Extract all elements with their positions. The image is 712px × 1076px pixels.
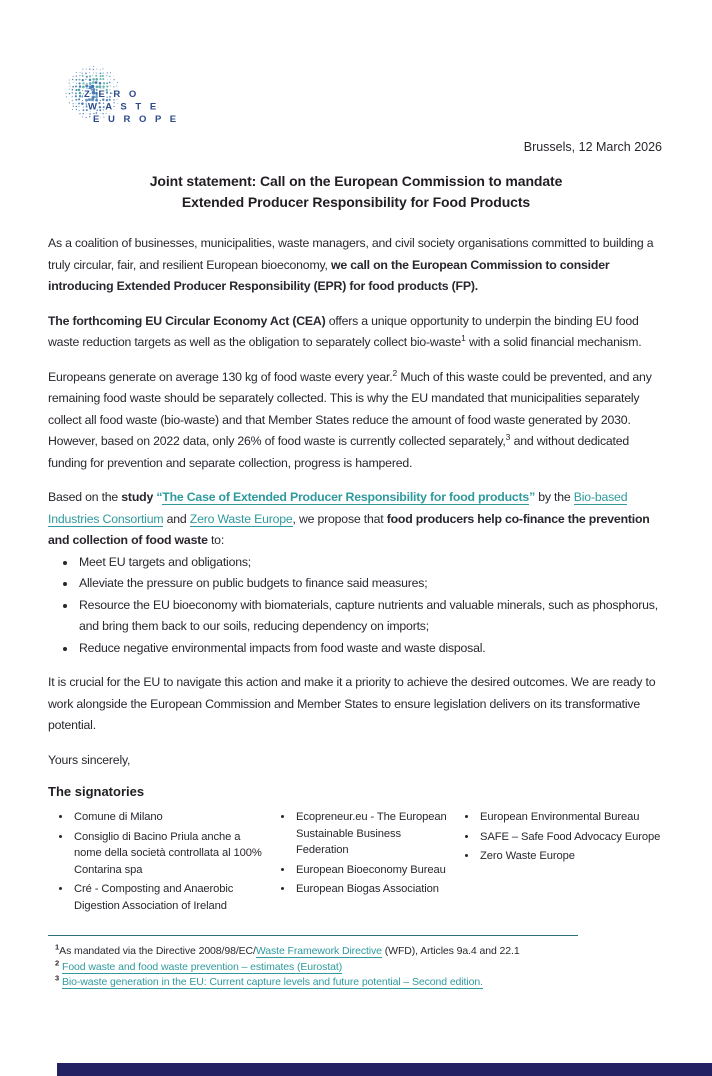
list-item: • Resource the EU bioeconomy with biomaterials, capture nutrients and valuable minerals, such as phosphorus, and bring them back to our soils, reducing dependency on imports; [77,595,664,638]
footnote-separator-rule [48,935,578,936]
text-segment: ” [529,490,536,504]
text-segment: to: [207,533,225,547]
text-link[interactable]: Bio-based Industries Consortium [48,490,628,526]
paragraph-coalition [48,233,664,298]
paragraph-cea [48,311,664,354]
footnote-ref: 3 [505,431,511,442]
logo-text-waste: W A S T E [88,101,160,113]
footnote-ref: 2 [55,958,60,967]
title-line-1: Joint statement: Call on the European Commission to mandate [149,173,563,189]
date-line: Brussels, 12 March 2026 [523,140,662,154]
paragraph-food-waste-stats [48,367,664,475]
footnote-ref: 3 [55,973,60,983]
text-segment: offers a unique opportunity to underpin the binding EU food waste reduction targets as well as the obligation to separately collect bio-waste [48,313,639,349]
text-segment: by the [535,490,574,504]
list-item: • Reduce negative environmental impacts from food waste and waste disposal. [77,638,664,660]
footnote-ref: 1 [461,332,466,343]
footnote-3 [55,975,664,991]
list-item: • Meet EU targets and obligations; [77,552,664,574]
text-segment: and without dedicated funding for prevention and separate collection, progress is hampered. [48,434,630,470]
footnote-2 [55,960,664,976]
text-segment: Europeans generate on average 130 kg of food waste every year. [48,369,393,384]
logo-dots-graphic [62,64,232,128]
text-link[interactable]: Food waste and food waste prevention – estimates (Eurostat) [62,960,343,973]
document-page [0,64,712,991]
list-item: • SAFE – Safe Food Advocacy Europe [478,829,664,846]
text-segment: Based on the [48,490,122,504]
footnote-ref: 2 [392,367,398,378]
text-segment: The forthcoming EU Circular Economy Act (CEA) [48,313,326,328]
logo-text-europe: E U R O P E [93,114,180,125]
signatories-columns [48,809,664,917]
text-link[interactable]: Zero Waste Europe [189,511,293,526]
list-item: • Cré - Composting and Anaerobic Digestion Association of Ireland [72,881,270,914]
list-item: • Alleviate the pressure on public budgets to finance said measures; [77,573,664,595]
closing-line: Yours sincerely, [48,752,131,767]
proposal-bullet-list [48,552,664,660]
zero-waste-europe-logo [62,64,232,128]
text-segment: food producers help co-finance the prevention and collection of food waste [48,511,650,547]
signatories-column-3 [454,809,664,917]
footnote-ref: 1 [55,942,60,952]
paragraph-crucial: It is crucial for the EU to navigate this action and make it a priority to achieve the desired outcomes. We are ready to work alongside the European Commission and Member States to ensure legislation delivers on its transformative potential. [48,675,656,732]
text-link[interactable]: The Case of Extended Producer Responsibility for food products [162,490,530,504]
footnote-1 [55,944,664,960]
text-segment: study [121,490,157,504]
text-segment: and [163,511,190,526]
text-segment: As a coalition of businesses, municipalities, waste managers, and civil society organisations committed to building a truly circular, fair, and resilient European bioeconomy, [48,236,654,272]
list-item: • European Bioeconomy Bureau [294,862,454,879]
title-line-2: Extended Producer Responsibility for Food Products [181,193,531,210]
text-segment: Much of this waste could be prevented, and any remaining food waste should be separately collected. This is why the EU mandated that municipalities separately collect all food waste (bio-waste) and that Member States reduce the amount of food waste generated by 2030. However, based on 2022 data, only 26% of food waste is currently collected separately, [48,369,652,448]
list-item: • Comune di Milano [72,809,270,826]
text-segment: , we propose that [292,511,387,526]
signatories-heading: The signatories [48,784,145,799]
text-segment: (WFD), Articles 9a.4 and 22.1 [381,945,520,957]
signatories-list-3 [454,809,664,865]
text-segment: As mandated via the Directive 2008/98/EC/ [59,945,256,957]
list-item: • Consiglio di Bacino Priula anche a nome della società controllata al 100% Contarina spa [72,829,270,879]
text-segment: “ [156,490,163,504]
paragraph-study [48,487,664,552]
list-item: • Ecopreneur.eu - The European Sustainable Business Federation [294,809,454,859]
signatories-column-2 [270,809,454,917]
signatories-list-1 [48,809,270,914]
list-item: • European Biogas Association [294,881,454,898]
footnotes-section [48,935,664,991]
text-segment: we call on the European Commission to consider introducing Extended Producer Responsibility (EPR) for food products (FP). [48,257,610,293]
list-item: • Zero Waste Europe [478,848,664,865]
page-title [48,171,664,212]
signatories-column-1 [48,809,270,917]
text-link[interactable]: Waste Framework Directive [255,945,382,957]
signatories-list-2 [270,809,454,898]
text-link[interactable]: Bio-waste generation in the EU: Current capture levels and future potential – Second edition. [62,976,483,988]
text-segment: with a solid financial mechanism. [465,335,642,349]
logo-text-zero: Z E R O [84,89,140,100]
list-item: • European Environmental Bureau [478,809,664,826]
footer-brand-bar [57,1063,712,1076]
